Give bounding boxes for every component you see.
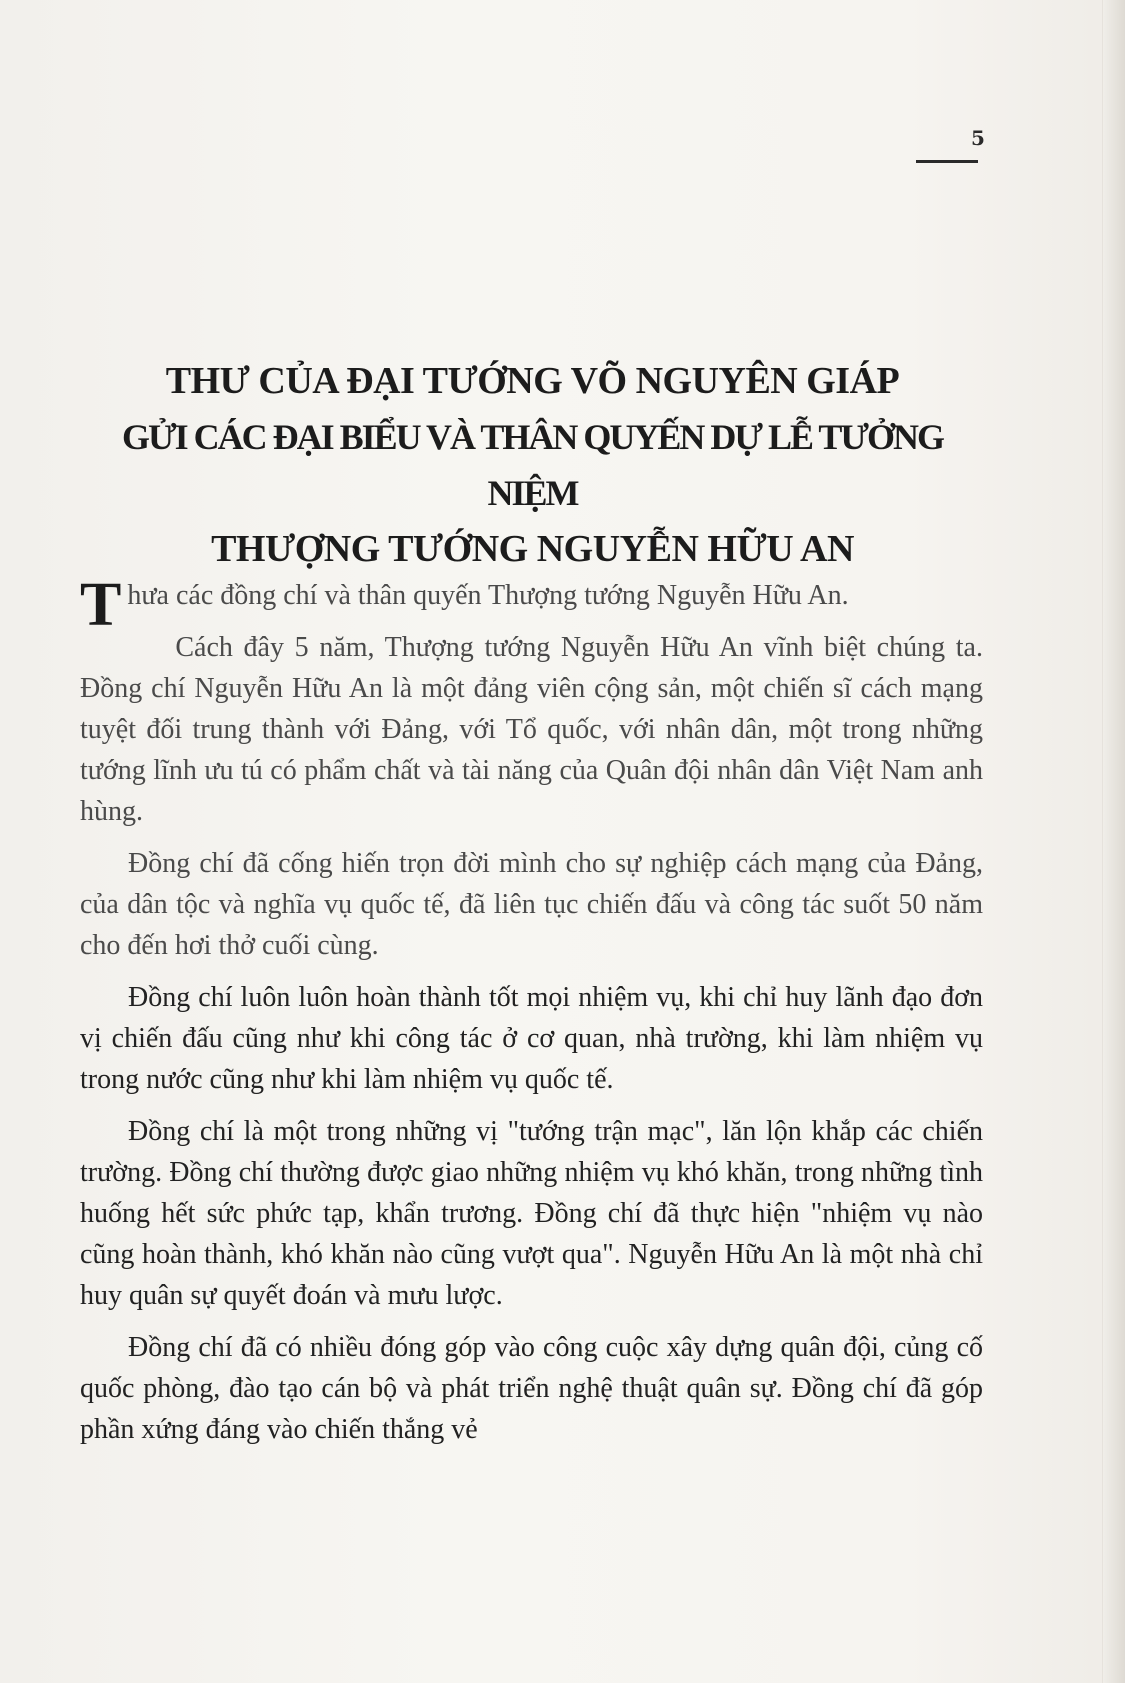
paragraph-2: Cách đây 5 năm, Thượng tướng Nguyễn Hữu An vĩnh biệt chúng ta. Đồng chí Nguyễn Hữu An là một đảng viên cộng sản, một chiến sĩ cách mạng tuyệt đối trung thành với Đảng, với Tổ quốc, với nhân dân, một trong những tướng lĩnh ưu tú có phẩm chất và tài năng của Quân đội nhân dân Việt Nam anh hùng. [80, 632, 983, 827]
salutation-text: hưa các đồng chí và thân quyến Thượng tướng Nguyễn Hữu An. [127, 580, 849, 611]
letter-body [80, 571, 983, 1461]
paragraph-6: Đồng chí đã có nhiều đóng góp vào công cuộc xây dựng quân đội, củng cố quốc phòng, đào tạo cán bộ và phát triển nghệ thuật quân sự. Đồng chí đã góp phần xứng đáng vào chiến thắng vẻ [80, 1332, 983, 1445]
title-line-3: THƯỢNG TƯỚNG NGUYỄN HỮU AN [211, 528, 854, 570]
title-line-1: THƯ CỦA ĐẠI TƯỚNG VÕ NGUYÊN GIÁP [165, 360, 900, 402]
letter-title [80, 353, 985, 577]
title-line-2: GỬI CÁC ĐẠI BIỂU VÀ THÂN QUYẾN DỰ LỄ TƯỞNG NIỆM [121, 417, 944, 513]
page-edge [1102, 0, 1125, 1683]
page-number-rule [916, 160, 978, 163]
drop-cap: T [80, 571, 122, 639]
paragraph-3: Đồng chí đã cống hiến trọn đời mình cho sự nghiệp cách mạng của Đảng, của dân tộc và nghĩa vụ quốc tế, đã liên tục chiến đấu và công tác suốt 50 năm cho đến hơi thở cuối cùng. [80, 848, 983, 961]
paragraph-5: Đồng chí là một trong những vị "tướng trận mạc", lăn lộn khắp các chiến trường. Đồng chí thường được giao những nhiệm vụ khó khăn, trong những tình huống hết sức phức tạp, khẩn trương. Đồng chí đã thực hiện "nhiệm vụ nào cũng hoàn thành, khó khăn nào cũng vượt qua". Nguyễn Hữu An là một nhà chỉ huy quân sự quyết đoán và mưu lược. [80, 1116, 983, 1311]
paragraph-salutation [80, 571, 983, 639]
paragraph-4: Đồng chí luôn luôn hoàn thành tốt mọi nhiệm vụ, khi chỉ huy lãnh đạo đơn vị chiến đấu cũng như khi công tác ở cơ quan, nhà trường, khi làm nhiệm vụ trong nước cũng như khi làm nhiệm vụ quốc tế. [80, 982, 983, 1095]
page-number: 5 [971, 126, 985, 150]
